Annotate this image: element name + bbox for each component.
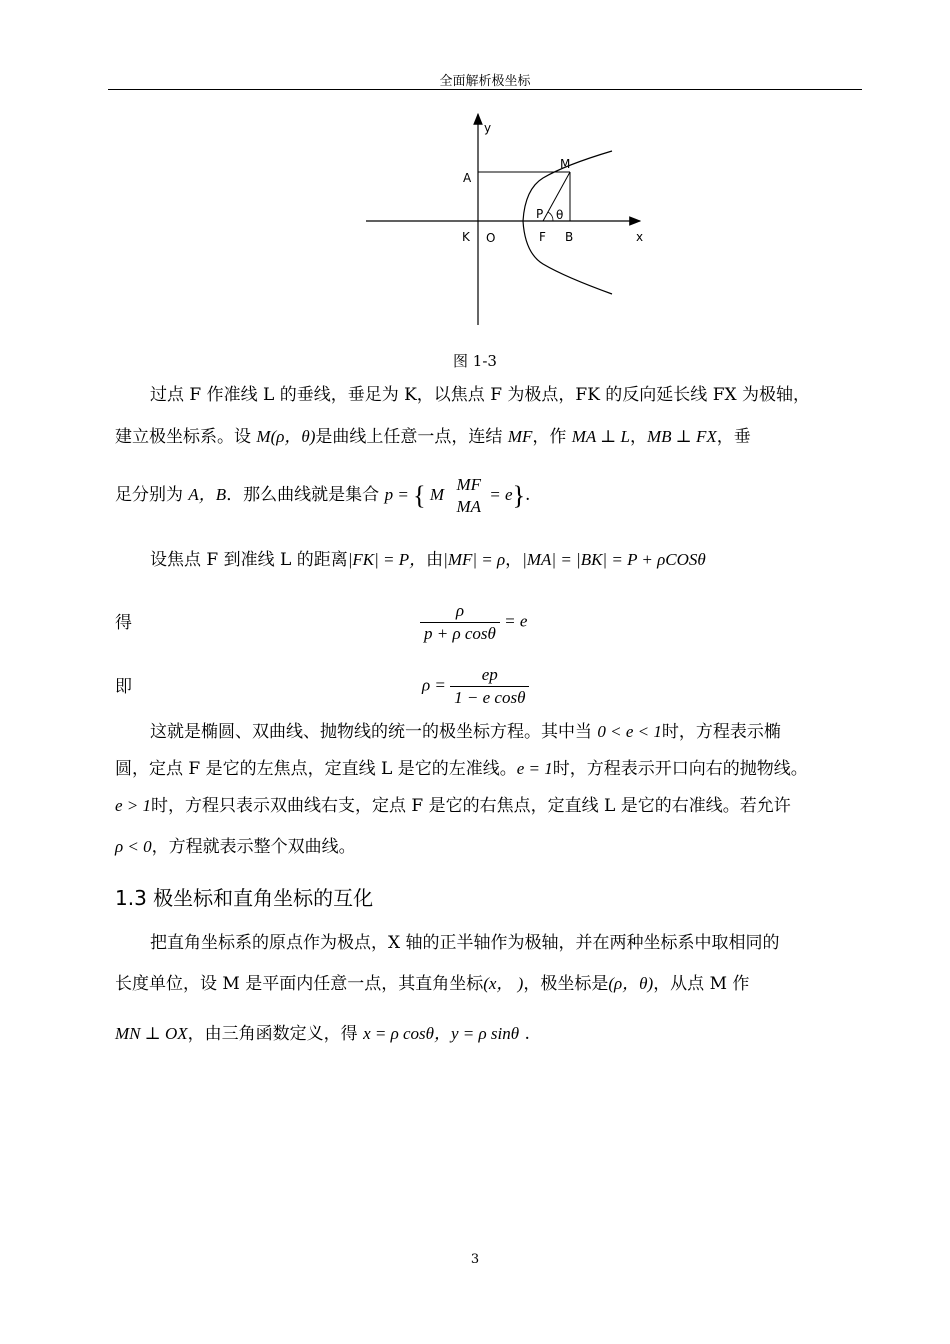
- distance-fk: |FK| = P，: [347, 550, 427, 569]
- text-segment: 这就是椭圆、双曲线、抛物线的统一的极坐标方程。其中当: [150, 722, 598, 742]
- text-segment: ，作: [532, 427, 572, 447]
- left-brace: {: [413, 480, 426, 510]
- text-segment: ，方程就表示整个双曲线。: [151, 837, 356, 857]
- text-segment: .: [519, 1024, 530, 1044]
- eq2-lhs: ρ =: [422, 675, 446, 695]
- set-lhs: p =: [384, 484, 414, 504]
- conversion-equations: x = ρ cosθ，y = ρ sinθ: [363, 1024, 520, 1043]
- eq1-denominator: p + ρ cosθ: [420, 622, 500, 645]
- label-b: B: [565, 230, 574, 244]
- points-a-b: A，B: [188, 484, 227, 504]
- para3-line3: [115, 795, 791, 817]
- text-segment: 由: [426, 550, 444, 570]
- label-ji: 即: [115, 677, 132, 697]
- para4-line2: [115, 973, 749, 995]
- text-segment: 足分别为: [115, 484, 189, 505]
- right-brace: }: [512, 480, 526, 510]
- para1-line3: [115, 474, 530, 518]
- header-rule: [108, 89, 862, 90]
- text-segment: 是曲线上任意一点，连结: [315, 427, 508, 447]
- text-segment: ，垂: [716, 427, 751, 447]
- segment-mf: MF: [507, 427, 533, 446]
- text-segment: 时，方程只表示双曲线右支，定点 F 是它的右焦点，定直线 L 是它的右准线。若允许: [151, 796, 791, 816]
- eq2-fraction: [450, 664, 529, 709]
- text-segment: .: [525, 484, 531, 505]
- set-condition: = e: [489, 484, 513, 504]
- label-x: x: [636, 230, 644, 244]
- label-p: P: [536, 207, 544, 221]
- label-o: O: [486, 231, 496, 245]
- page-number: 3: [470, 1252, 480, 1267]
- distance-mf: |MF| = ρ: [443, 550, 506, 569]
- eq2-numerator: ep: [481, 665, 498, 684]
- label-de: 得: [115, 613, 132, 633]
- para4-line3: [115, 1023, 530, 1045]
- equation-2: [422, 664, 529, 709]
- text-segment: 圆，定点 F 是它的左焦点，定直线 L 是它的左准线。: [115, 759, 517, 779]
- para3-line4: [115, 836, 356, 858]
- label-k: K: [462, 230, 470, 244]
- para4-line1: 把直角坐标系的原点作为极点，X 轴的正半轴作为极轴，并在两种坐标系中取相同的: [150, 933, 780, 953]
- eq2-denominator: 1 − e cosθ: [450, 686, 529, 709]
- ineq-ellipse: 0 < e < 1: [597, 722, 662, 741]
- equation-1: [420, 600, 527, 645]
- text-segment: 时，方程表示椭: [661, 722, 781, 742]
- para1-line2: [115, 426, 751, 448]
- label-y: y: [484, 121, 492, 135]
- label-a: A: [463, 171, 472, 185]
- set-element: M: [429, 484, 444, 504]
- distance-ma-bk: |MA| = |BK| = P + ρCOSθ: [522, 550, 706, 569]
- set-numerator: MF: [456, 475, 482, 494]
- polar-coords: (ρ，θ): [608, 974, 654, 993]
- figure-1-3: [360, 110, 660, 330]
- text-segment: ，由三角函数定义，得: [187, 1024, 364, 1044]
- text-segment: ，: [629, 427, 647, 447]
- text-segment: 长度单位，设 M 是平面内任意一点，其直角坐标: [115, 974, 484, 994]
- text-segment: ．那么曲线就是集合: [226, 484, 385, 505]
- label-theta: θ: [556, 208, 564, 222]
- figure-caption: 图 1-3: [453, 352, 497, 370]
- point-m-expr: M(ρ，θ): [256, 427, 316, 446]
- section-heading: 1.3 极坐标和直角坐标的互化: [115, 886, 374, 910]
- ineq-hyperbola: e > 1: [115, 796, 152, 815]
- set-expression: [384, 475, 526, 516]
- text-segment: 建立极坐标系。设: [115, 427, 257, 447]
- eq1-fraction: [420, 600, 500, 645]
- angle-arc: [548, 212, 553, 221]
- para3-line2: [115, 758, 808, 780]
- perp-mn-ox: MN ⊥ OX: [115, 1024, 188, 1043]
- text-segment: 设焦点 F 到准线 L 的距离: [150, 550, 348, 570]
- text-segment: ，极坐标是: [523, 974, 609, 994]
- text-segment: 时，方程表示开口向右的抛物线。: [552, 759, 808, 779]
- set-denominator: MA: [456, 497, 482, 516]
- text-segment: ，: [505, 550, 523, 570]
- para1-line1: 过点 F 作准线 L 的垂线，垂足为 K，以焦点 F 为极点，FK 的反向延长线 FX 为极轴，: [150, 385, 811, 405]
- eq-parabola: e = 1: [516, 759, 553, 778]
- text-segment: ，从点 M 作: [653, 974, 750, 994]
- set-fraction: [452, 474, 485, 518]
- perp-mb-fx: MB ⊥ FX: [646, 427, 717, 446]
- rect-coords: (x， ): [483, 974, 524, 993]
- eq1-rhs: = e: [504, 611, 528, 631]
- para2-line: [150, 549, 706, 571]
- perp-ma-l: MA ⊥ L: [571, 427, 630, 446]
- ineq-rho-negative: ρ < 0: [115, 837, 152, 856]
- label-f: F: [539, 230, 546, 244]
- para3-line1: [150, 721, 781, 743]
- eq1-numerator: ρ: [455, 601, 465, 620]
- page-header: 全面解析极坐标: [439, 74, 531, 89]
- label-m: M: [560, 157, 571, 171]
